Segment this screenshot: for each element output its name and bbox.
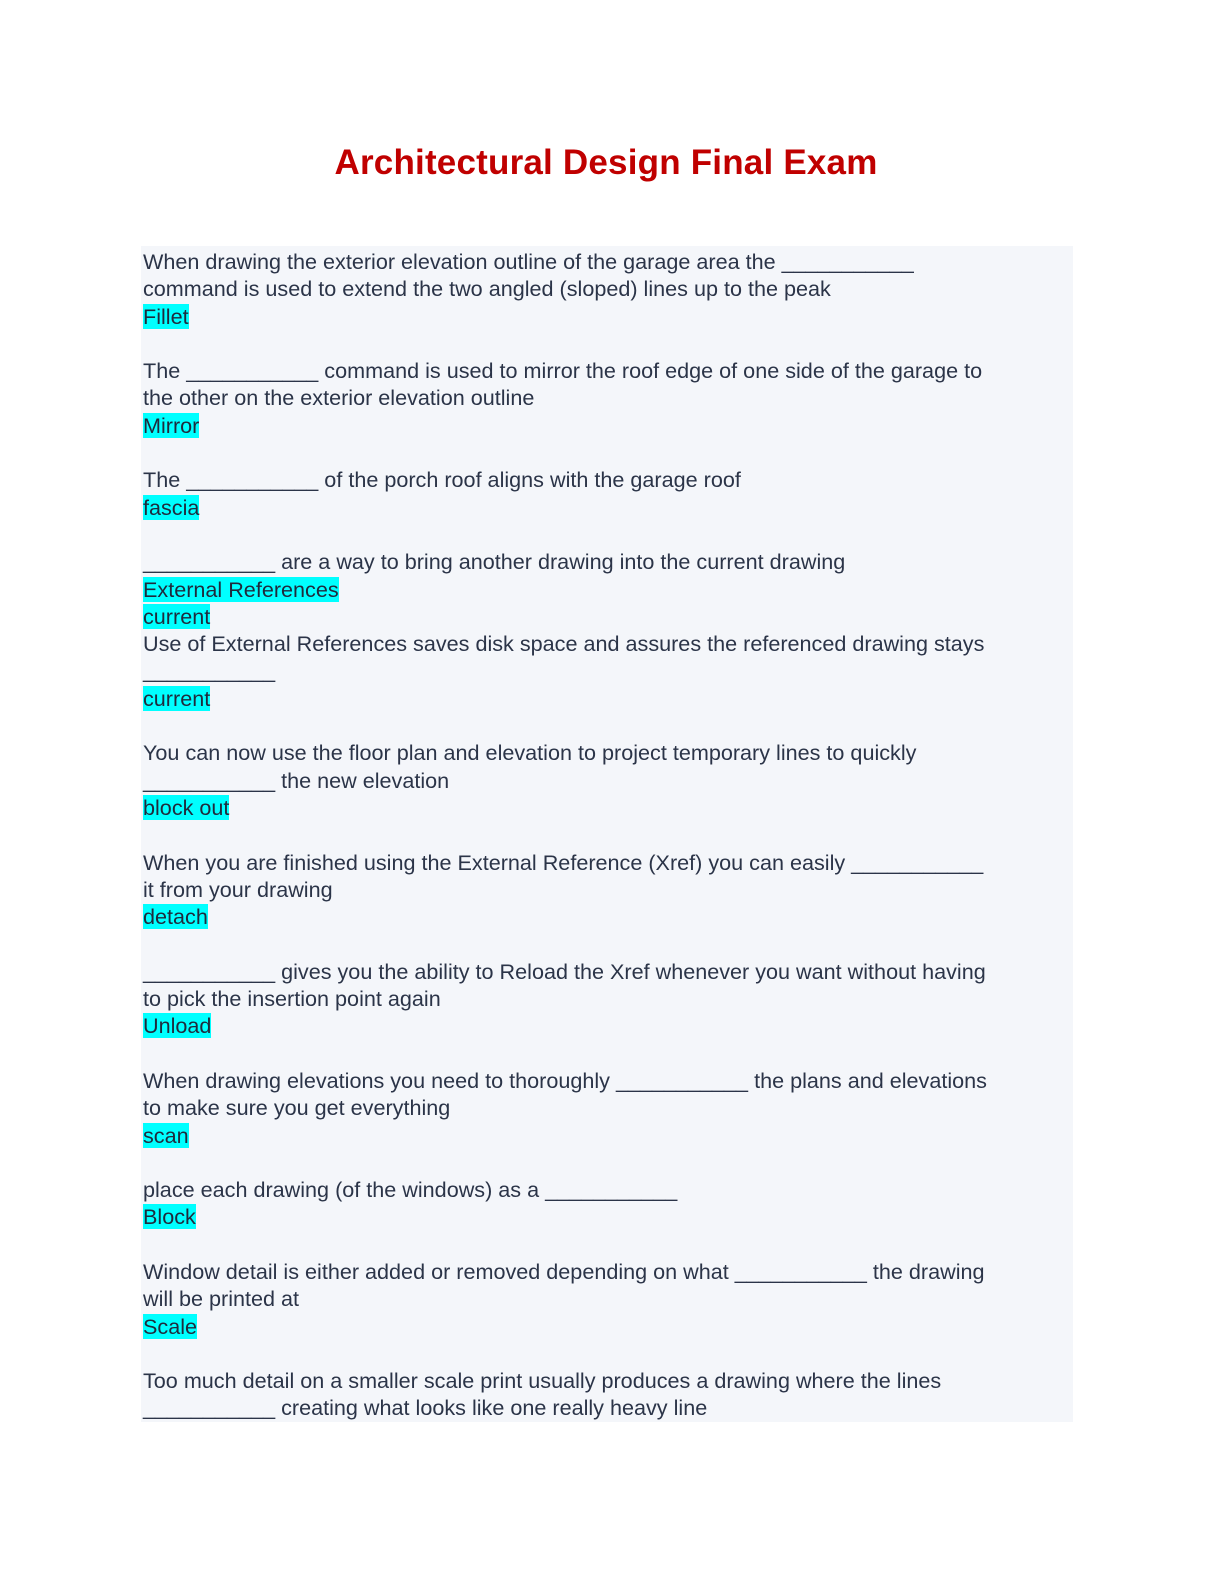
answer-line <box>143 494 1073 521</box>
question-text-line: ___________ are a way to bring another drawing into the current drawing <box>143 549 846 575</box>
question-text-line: to make sure you get everything <box>143 1095 451 1121</box>
question-text-line: When you are finished using the External Reference (Xref) you can easily ___________ <box>143 849 984 875</box>
highlighted-answer: detach <box>143 904 208 930</box>
question-text-line: When drawing elevations you need to thoroughly ___________ the plans and elevations <box>143 1067 987 1093</box>
answer-line <box>143 412 1073 439</box>
highlighted-answer: current <box>143 685 211 711</box>
question-text-line: command is used to extend the two angled (sloped) lines up to the peak <box>143 276 831 302</box>
question-text-line: ___________ the new elevation <box>143 767 450 793</box>
highlighted-answer: Mirror <box>143 412 200 438</box>
paragraph-spacer <box>143 821 1073 848</box>
question-text-line: it from your drawing <box>143 876 333 902</box>
answer-line <box>143 685 1073 712</box>
question-text-line: ___________ creating what looks like one really heavy line <box>143 1395 708 1421</box>
highlighted-answer: External References <box>143 576 339 602</box>
question-text-line: place each drawing (of the windows) as a ___________ <box>143 1177 678 1203</box>
highlighted-answer: Fillet <box>143 303 189 329</box>
paragraph-spacer <box>143 712 1073 739</box>
question-text-line: When drawing the exterior elevation outline of the garage area the ___________ <box>143 249 914 274</box>
answer-line <box>143 603 1073 630</box>
answer-line <box>143 903 1073 930</box>
answer-line <box>143 1203 1073 1230</box>
highlighted-answer: fascia <box>143 494 200 520</box>
question-text-line: The ___________ of the porch roof aligns with the garage roof <box>143 467 741 493</box>
question-text-line: the other on the exterior elevation outline <box>143 385 535 411</box>
paragraph-spacer <box>143 439 1073 466</box>
paragraph-spacer <box>143 1231 1073 1258</box>
question-text-line: You can now use the floor plan and elevation to project temporary lines to quickly <box>143 740 917 766</box>
highlighted-answer: Unload <box>143 1013 212 1039</box>
paragraph-spacer <box>143 521 1073 548</box>
question-text-line: ___________ <box>143 658 276 684</box>
question-text-line: The ___________ command is used to mirror the roof edge of one side of the garage to <box>143 358 983 384</box>
answer-line <box>143 1313 1073 1340</box>
question-text-line: Too much detail on a smaller scale print usually produces a drawing where the lines <box>143 1368 942 1394</box>
question-text-line: Use of External References saves disk space and assures the referenced drawing stays <box>143 631 985 657</box>
highlighted-answer: Block <box>143 1204 196 1230</box>
paragraph-spacer <box>143 330 1073 357</box>
paragraph-spacer <box>143 1340 1073 1367</box>
highlighted-answer: Scale <box>143 1313 198 1339</box>
highlighted-answer: block out <box>143 794 230 820</box>
paragraph-spacer <box>143 930 1073 957</box>
question-text-line: to pick the insertion point again <box>143 986 441 1012</box>
paragraph-spacer <box>143 1040 1073 1067</box>
answer-line <box>143 794 1073 821</box>
paragraph-spacer <box>143 1149 1073 1176</box>
answer-line <box>143 1012 1073 1039</box>
highlighted-answer: current <box>143 603 211 629</box>
question-text-line: Window detail is either added or removed depending on what ___________ the drawing <box>143 1258 985 1284</box>
question-text-line: ___________ gives you the ability to Reload the Xref whenever you want without having <box>143 958 986 984</box>
question-text-line: will be printed at <box>143 1286 300 1312</box>
page-title: Architectural Design Final Exam <box>334 143 878 182</box>
answer-line <box>143 576 1073 603</box>
question-list <box>143 248 1073 1422</box>
highlighted-answer: scan <box>143 1122 189 1148</box>
answer-line <box>143 303 1073 330</box>
answer-line <box>143 1122 1073 1149</box>
